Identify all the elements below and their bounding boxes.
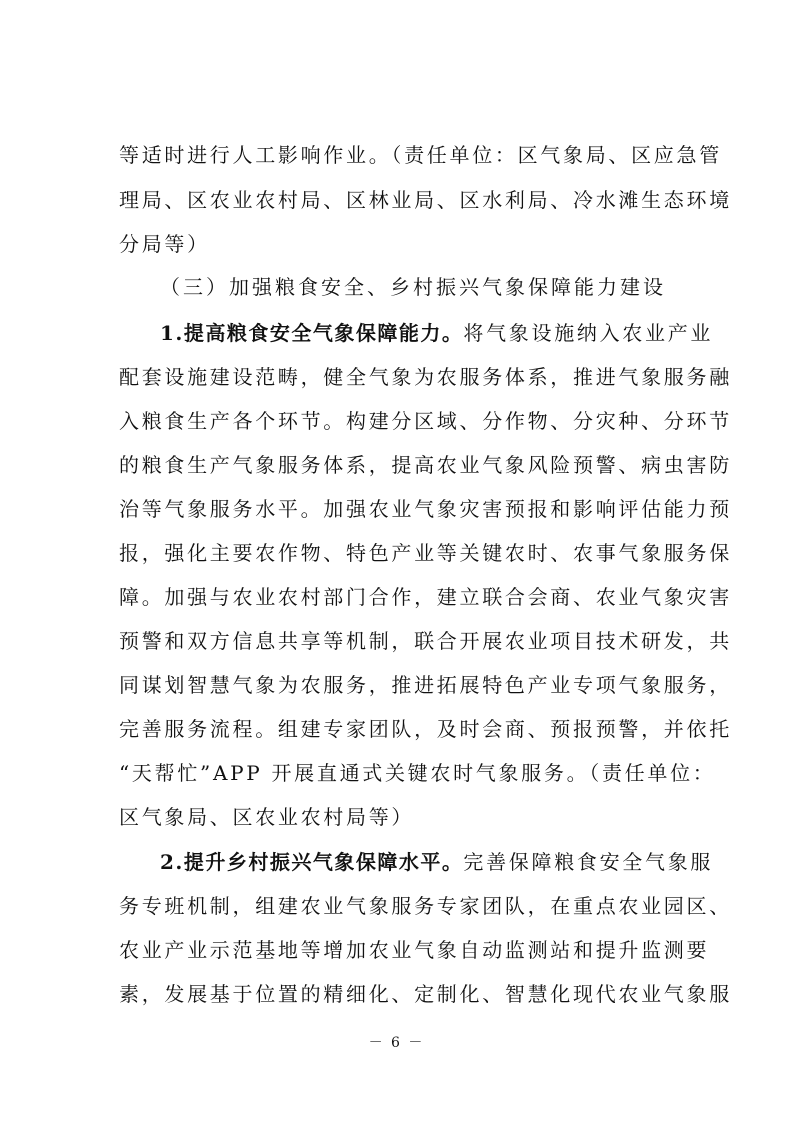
- body-line: 障。加强与农业农村部门合作，建立联合会商、农业气象灾害: [119, 585, 732, 609]
- body-line: 入粮食生产各个环节。构建分区域、分作物、分灾种、分环节: [119, 409, 732, 433]
- paragraph-first-line: [160, 319, 713, 347]
- paragraph-lead-title: 2.提升乡村振兴气象保障水平。: [160, 850, 464, 874]
- body-line: 等适时进行人工影响作业。（责任单位：区气象局、区应急管: [119, 143, 722, 167]
- body-line: 区气象局、区农业农村局等）: [119, 805, 415, 829]
- paragraph-lead-title: 1.提高粮食安全气象保障能力。: [160, 321, 464, 345]
- body-line: 务专班机制，组建农业气象服务专家团队，在重点农业园区、: [119, 894, 732, 918]
- body-text: 将气象设施纳入农业产业: [463, 321, 714, 345]
- paragraph-first-line: [160, 848, 713, 876]
- body-line: 的粮食生产气象服务体系，提高农业气象风险预警、病虫害防: [119, 453, 732, 477]
- body-line: 分局等）: [119, 232, 210, 256]
- body-line: 完善服务流程。组建专家团队，及时会商、预报预警，并依托: [119, 717, 732, 741]
- body-line: 理局、区农业农村局、区林业局、区水利局、冷水滩生态环境: [119, 188, 732, 212]
- body-line: 素，发展基于位置的精细化、定制化、智慧化现代农业气象服: [119, 982, 732, 1006]
- body-line: 农业产业示范基地等增加农业气象自动监测站和提升监测要: [119, 938, 710, 962]
- body-line: 预警和双方信息共享等机制，联合开展农业项目技术研发，共: [119, 629, 732, 653]
- body-line: 配套设施建设范畴，健全气象为农服务体系，推进气象服务融: [119, 365, 732, 389]
- body-line: 治等气象服务水平。加强农业气象灾害预报和影响评估能力预: [119, 497, 732, 521]
- section-heading: （三）加强粮食安全、乡村振兴气象保障能力建设: [160, 275, 666, 299]
- body-line: 报，强化主要农作物、特色产业等关键农时、农事气象服务保: [119, 541, 732, 565]
- body-text: 完善保障粮食安全气象服: [463, 850, 714, 874]
- body-line: “天帮忙”APP 开展直通式关键农时气象服务。（责任单位：: [119, 761, 716, 785]
- body-line: 同谋划智慧气象为农服务，推进拓展特色产业专项气象服务，: [119, 673, 732, 697]
- page-number: － 6 －: [368, 1035, 425, 1051]
